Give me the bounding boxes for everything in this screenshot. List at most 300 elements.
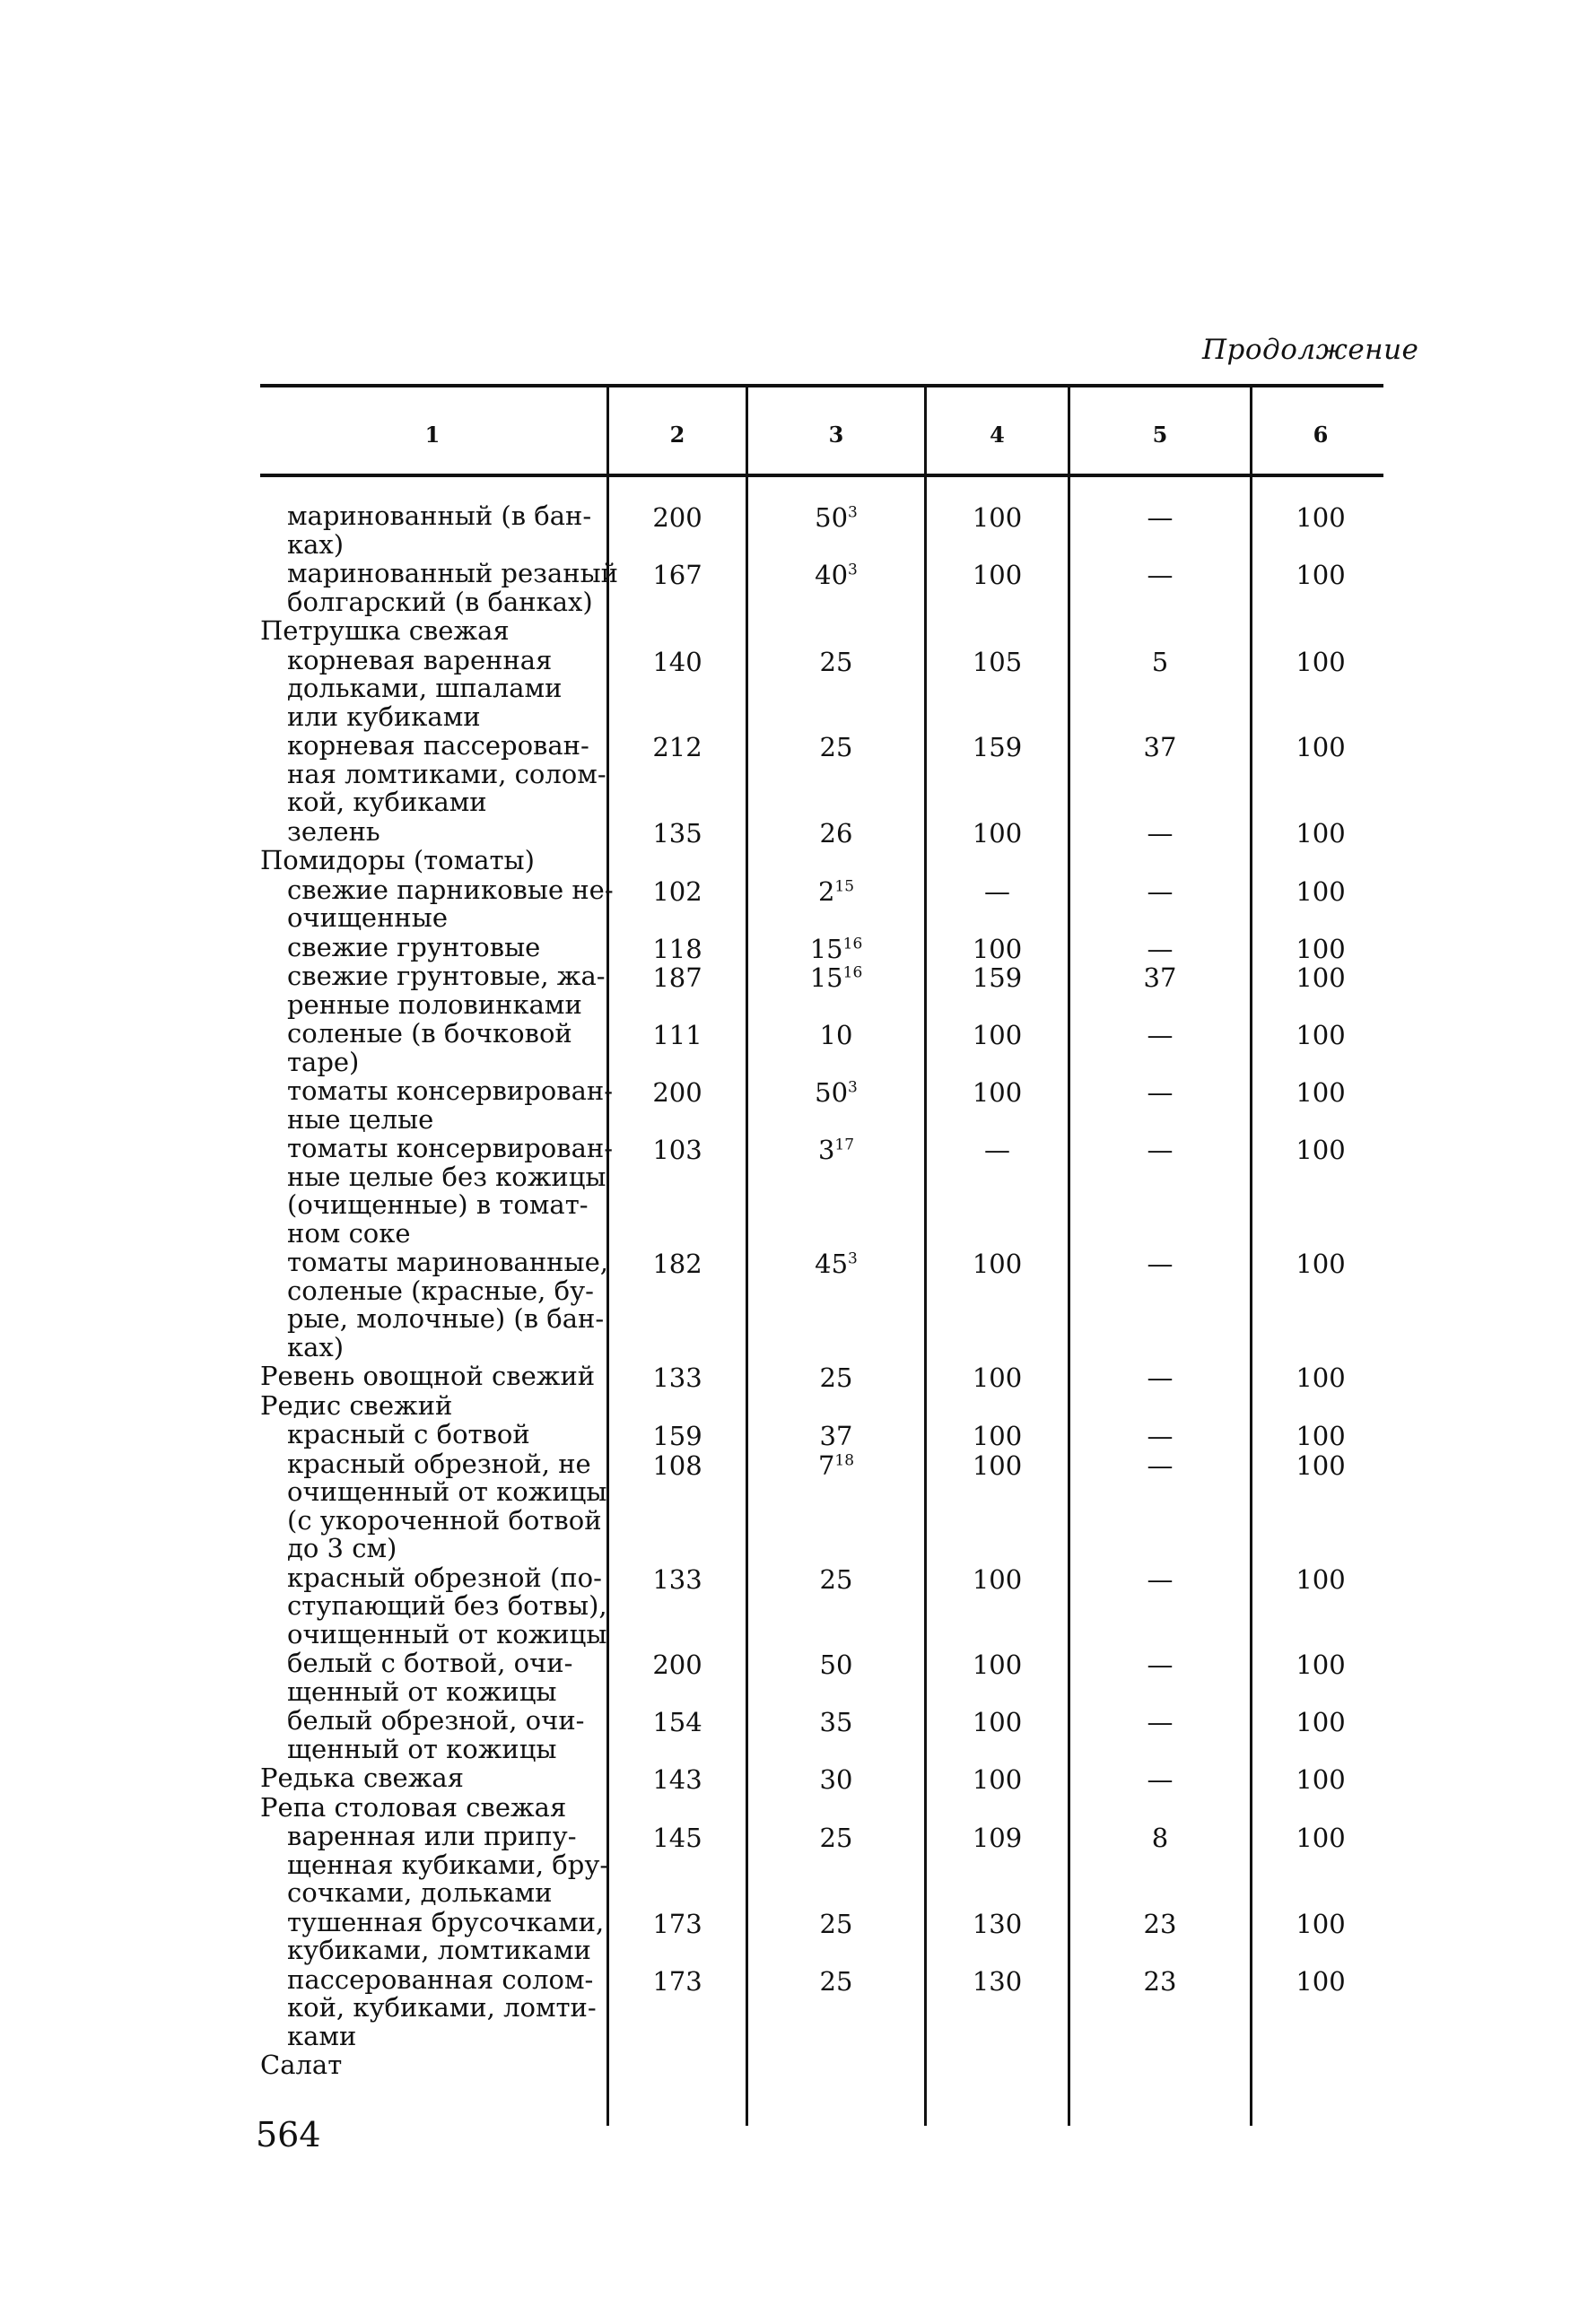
cell-value: 40 <box>815 560 849 590</box>
row-label-line: Редька свежая <box>260 1763 464 1793</box>
cell-value: 100 <box>972 1649 1023 1680</box>
column-header-4: 4 <box>990 422 1005 448</box>
cell-col-2 <box>610 817 745 849</box>
cell-col-3 <box>749 964 923 993</box>
cell-col-6 <box>1253 504 1388 533</box>
cell-value: 7 <box>817 1449 835 1481</box>
cell-value: 159 <box>972 732 1023 762</box>
cell-value: 100 <box>1296 1707 1346 1737</box>
cell-value: 15 <box>809 933 843 964</box>
cell-value: 100 <box>972 1421 1023 1451</box>
row-label-line: маринованный (в бан- <box>287 500 592 531</box>
cell-value: 37 <box>1143 962 1177 993</box>
header-bottom-rule <box>260 474 1383 477</box>
row-label-line: до 3 см) <box>287 1533 397 1563</box>
cell-value: 37 <box>1143 732 1177 762</box>
row-label <box>287 502 591 559</box>
cell-col-4 <box>928 648 1067 677</box>
row-label-line: Ревень овощной свежий <box>260 1361 596 1391</box>
cell-col-2 <box>610 1449 745 1481</box>
row-label-line: красный обрезной, не <box>287 1448 591 1479</box>
row-label-line: рые, молочные) (в бан- <box>287 1303 605 1334</box>
row-label <box>287 644 563 732</box>
cell-col-4 <box>928 561 1067 590</box>
cell-col-6 <box>1253 1022 1388 1050</box>
cell-col-5 <box>1071 875 1249 907</box>
row-label-line: ками <box>287 2020 357 2051</box>
cell-col-4 <box>928 1965 1067 1997</box>
footnote-ref: 3 <box>848 1078 858 1097</box>
cell-col-4 <box>928 1709 1067 1737</box>
cell-value: 100 <box>1296 817 1346 849</box>
column-divider-4 <box>1068 384 1070 2126</box>
cell-value: 173 <box>652 1965 702 1997</box>
column-header-6: 6 <box>1313 422 1329 448</box>
cell-col-6 <box>1253 1824 1388 1853</box>
cell-col-6 <box>1253 1908 1388 1939</box>
row-label-line: (с укороченной ботвой <box>287 1504 602 1536</box>
cell-value: 100 <box>1296 1020 1346 1050</box>
cell-col-6 <box>1253 1079 1388 1108</box>
row-label-line: соленые (красные, бу- <box>287 1275 594 1306</box>
cell-col-6 <box>1253 1423 1388 1451</box>
cell-col-5 <box>1071 933 1249 964</box>
cell-value: 130 <box>972 1908 1023 1939</box>
cell-col-6 <box>1253 817 1388 849</box>
column-header-5: 5 <box>1152 422 1168 448</box>
cell-value: 118 <box>652 933 702 964</box>
row-label-line: Петрушка свежая <box>260 615 510 646</box>
cell-value: 159 <box>972 962 1023 993</box>
cell-value: 173 <box>652 1908 702 1939</box>
cell-col-2 <box>610 1250 745 1279</box>
cell-value: 100 <box>1296 875 1346 907</box>
cell-col-4 <box>928 1563 1067 1595</box>
cell-value: 100 <box>1296 502 1346 533</box>
cell-col-4 <box>928 734 1067 762</box>
cell-value: — <box>984 1135 1010 1165</box>
cell-value: 100 <box>1296 1421 1346 1451</box>
cell-col-2 <box>610 504 745 533</box>
cell-col-2 <box>610 734 745 762</box>
cell-value: 100 <box>972 1707 1023 1737</box>
cell-col-4 <box>928 1824 1067 1853</box>
row-label <box>260 617 510 646</box>
row-label <box>260 1791 567 1823</box>
row-label-line: Салат <box>260 2050 343 2080</box>
cell-col-4 <box>928 875 1067 907</box>
row-label-line: томаты маринованные, <box>287 1247 608 1277</box>
row-label <box>287 962 606 1019</box>
cell-value: 103 <box>652 1135 702 1165</box>
row-label-line: корневая пассерован- <box>287 730 589 761</box>
cell-col-3 <box>749 1651 923 1680</box>
cell-value: 108 <box>652 1449 702 1481</box>
cell-value: — <box>1147 1249 1174 1279</box>
continuation-caption: Продолжение <box>1202 334 1419 366</box>
cell-col-4 <box>928 933 1067 964</box>
cell-col-5 <box>1071 1563 1249 1595</box>
row-label-line: томаты консервирован- <box>287 1133 613 1163</box>
row-label-line: белый с ботвой, очи- <box>287 1648 573 1678</box>
column-divider-3 <box>924 384 927 2126</box>
cell-col-3 <box>749 1709 923 1737</box>
cell-value: 25 <box>819 1965 853 1997</box>
cell-col-5 <box>1071 1364 1249 1393</box>
row-label-line: зелень <box>287 815 380 847</box>
cell-value: 100 <box>1296 1249 1346 1279</box>
row-label <box>287 1823 608 1908</box>
footnote-ref: 16 <box>842 963 863 982</box>
cell-value: 25 <box>819 1908 853 1939</box>
cell-value: 111 <box>652 1020 702 1050</box>
cell-col-4 <box>928 1022 1067 1050</box>
cell-value: 200 <box>652 1077 702 1108</box>
cell-value: 15 <box>809 962 843 993</box>
row-label-line: дольками, шпалами <box>287 673 563 703</box>
cell-col-4 <box>928 1136 1067 1165</box>
cell-col-5 <box>1071 504 1249 533</box>
cell-value: 23 <box>1143 1965 1177 1997</box>
row-label-line: очищенный от кожицы <box>287 1476 607 1507</box>
cell-value: 200 <box>652 1649 702 1680</box>
cell-col-3 <box>749 1136 923 1165</box>
cell-value: 187 <box>652 962 702 993</box>
cell-value: 100 <box>972 1362 1023 1393</box>
cell-value: 25 <box>819 732 853 762</box>
cell-value: 100 <box>1296 1908 1346 1939</box>
row-label-line: кубиками, ломтиками <box>287 1935 591 1965</box>
cell-col-6 <box>1253 734 1388 762</box>
cell-value: — <box>1147 1077 1174 1108</box>
cell-value: 26 <box>819 817 853 849</box>
row-label <box>287 1020 572 1076</box>
cell-value: 100 <box>972 1249 1023 1279</box>
row-label <box>287 931 541 962</box>
cell-col-3 <box>749 933 923 964</box>
cell-value: 130 <box>972 1965 1023 1997</box>
row-label-line: (очищенные) в томат- <box>287 1189 589 1220</box>
cell-col-3 <box>749 1824 923 1853</box>
row-label <box>287 1077 613 1134</box>
cell-value: 140 <box>652 646 702 677</box>
cell-value: — <box>1147 1020 1174 1050</box>
cell-col-2 <box>610 561 745 590</box>
cell-value: 100 <box>1296 1649 1346 1680</box>
footnote-ref: 3 <box>848 561 858 579</box>
cell-col-3 <box>749 1965 923 1997</box>
cell-col-6 <box>1253 1563 1388 1595</box>
cell-col-6 <box>1253 1965 1388 1997</box>
cell-value: 135 <box>652 817 702 849</box>
cell-value: — <box>1147 1135 1174 1165</box>
row-label-line: щенный от кожицы <box>287 1733 557 1764</box>
row-label-line: свежие грунтовые <box>287 931 541 962</box>
row-label-line: пассерованная солом- <box>287 1963 594 1995</box>
cell-value: — <box>1147 817 1174 849</box>
cell-col-3 <box>749 1423 923 1451</box>
row-label-line: ном соке <box>287 1217 411 1249</box>
cell-value: 100 <box>972 1764 1023 1795</box>
cell-value: — <box>1147 933 1174 964</box>
cell-col-2 <box>610 1709 745 1737</box>
cell-col-2 <box>610 1766 745 1795</box>
cell-value: 3 <box>817 1135 835 1165</box>
cell-value: 30 <box>819 1764 853 1795</box>
row-label-line: болгарский (в банках) <box>287 586 593 617</box>
footnote-ref: 18 <box>834 1450 855 1469</box>
row-label <box>260 847 535 875</box>
cell-value: — <box>1147 1764 1174 1795</box>
cell-value: — <box>1147 1649 1174 1680</box>
cell-value: 25 <box>819 1823 853 1853</box>
cell-col-5 <box>1071 1022 1249 1050</box>
row-label-line: красный с ботвой <box>287 1419 530 1449</box>
row-label-line: ступающий без ботвы), <box>287 1590 607 1621</box>
cell-col-4 <box>928 964 1067 993</box>
cell-col-3 <box>749 1908 923 1939</box>
row-label-line: ная ломтиками, солом- <box>287 758 606 789</box>
table-top-rule <box>260 384 1383 387</box>
cell-col-4 <box>928 1079 1067 1108</box>
cell-value: 100 <box>1296 732 1346 762</box>
cell-col-3 <box>749 817 923 849</box>
row-label-line: щенная кубиками, бру- <box>287 1849 609 1880</box>
cell-col-2 <box>610 1022 745 1050</box>
row-label-line: ренные половинками <box>287 988 582 1020</box>
cell-col-2 <box>610 1965 745 1997</box>
row-label <box>260 2051 342 2080</box>
cell-col-2 <box>610 1824 745 1853</box>
row-label-line: Репа столовая свежая <box>260 1791 567 1823</box>
cell-col-6 <box>1253 1651 1388 1680</box>
column-divider-2 <box>746 384 748 2126</box>
cell-col-5 <box>1071 817 1249 849</box>
cell-value: 23 <box>1143 1908 1177 1939</box>
cell-col-5 <box>1071 561 1249 590</box>
row-label-line: маринованный резаный <box>287 558 618 588</box>
row-label-line: варенная или припу- <box>287 1821 577 1851</box>
cell-col-3 <box>749 1250 923 1279</box>
row-label <box>287 1649 572 1706</box>
row-label <box>287 560 618 616</box>
row-label-line: ках) <box>287 1331 345 1362</box>
column-header-2: 2 <box>669 422 685 448</box>
row-label <box>287 1906 605 1965</box>
cell-col-3 <box>749 1364 923 1393</box>
row-label-line: кой, кубиками <box>287 787 487 817</box>
row-label-line: таре) <box>287 1046 360 1077</box>
row-label <box>287 1564 607 1649</box>
cell-col-3 <box>749 648 923 677</box>
footnote-ref: 3 <box>848 503 858 522</box>
cell-value: 100 <box>972 502 1023 533</box>
footnote-ref: 3 <box>848 1249 858 1268</box>
cell-col-6 <box>1253 1709 1388 1737</box>
row-label <box>287 876 614 933</box>
cell-col-4 <box>928 1250 1067 1279</box>
row-label-line: ные целые без кожицы <box>287 1161 606 1192</box>
cell-col-2 <box>610 1079 745 1108</box>
cell-col-6 <box>1253 964 1388 993</box>
cell-col-5 <box>1071 1423 1249 1451</box>
cell-col-5 <box>1071 734 1249 762</box>
cell-col-5 <box>1071 1709 1249 1737</box>
row-label <box>287 1707 584 1763</box>
cell-value: 100 <box>1296 1823 1346 1853</box>
cell-value: 212 <box>652 732 702 762</box>
cell-col-6 <box>1253 1136 1388 1165</box>
cell-col-4 <box>928 1766 1067 1795</box>
cell-col-2 <box>610 933 745 964</box>
cell-value: 133 <box>652 1362 702 1393</box>
page-number: 564 <box>256 2115 321 2154</box>
cell-col-3 <box>749 561 923 590</box>
cell-value: 200 <box>652 502 702 533</box>
cell-value: 50 <box>815 502 849 533</box>
cell-col-6 <box>1253 933 1388 964</box>
cell-col-6 <box>1253 1449 1388 1481</box>
cell-col-5 <box>1071 1136 1249 1165</box>
cell-col-4 <box>928 1651 1067 1680</box>
cell-col-3 <box>749 504 923 533</box>
cell-col-6 <box>1253 1364 1388 1393</box>
cell-value: — <box>1147 1449 1174 1481</box>
cell-value: — <box>984 875 1010 907</box>
cell-col-3 <box>749 1022 923 1050</box>
row-label-line: корневая варенная <box>287 644 553 675</box>
cell-value: 100 <box>1296 1362 1346 1393</box>
cell-value: 35 <box>819 1707 853 1737</box>
cell-value: 105 <box>972 646 1023 677</box>
cell-col-4 <box>928 504 1067 533</box>
cell-col-2 <box>610 875 745 907</box>
cell-value: 100 <box>1296 646 1346 677</box>
cell-col-6 <box>1253 1250 1388 1279</box>
cell-col-3 <box>749 875 923 907</box>
cell-col-5 <box>1071 1908 1249 1939</box>
cell-col-4 <box>928 1908 1067 1939</box>
cell-col-5 <box>1071 1250 1249 1279</box>
row-label <box>260 1362 595 1391</box>
cell-value: 50 <box>819 1649 853 1680</box>
cell-col-2 <box>610 648 745 677</box>
cell-col-6 <box>1253 648 1388 677</box>
cell-value: — <box>1147 1421 1174 1451</box>
cell-value: 50 <box>815 1077 849 1108</box>
row-label-line: Редис свежий <box>260 1389 453 1421</box>
row-label-line: Помидоры (томаты) <box>260 845 535 875</box>
column-divider-5 <box>1250 384 1252 2126</box>
cell-value: 159 <box>652 1421 702 1451</box>
cell-col-3 <box>749 1449 923 1481</box>
cell-value: 8 <box>1151 1823 1169 1853</box>
cell-value: 145 <box>652 1823 702 1853</box>
cell-value: 100 <box>1296 1563 1346 1595</box>
cell-value: 10 <box>819 1020 853 1050</box>
row-label-line: или кубиками <box>287 701 481 732</box>
cell-col-5 <box>1071 964 1249 993</box>
cell-col-4 <box>928 1423 1067 1451</box>
cell-value: 5 <box>1151 646 1169 677</box>
cell-col-2 <box>610 1651 745 1680</box>
cell-value: — <box>1147 875 1174 907</box>
cell-value: 100 <box>1296 1449 1346 1481</box>
cell-col-5 <box>1071 1965 1249 1997</box>
cell-col-2 <box>610 1364 745 1393</box>
row-label <box>287 1135 613 1248</box>
cell-value: 25 <box>819 646 853 677</box>
row-label-line: очищенные <box>287 902 448 933</box>
footnote-ref: 16 <box>842 934 863 953</box>
column-header-3: 3 <box>828 422 844 448</box>
cell-value: — <box>1147 502 1174 533</box>
cell-value: 2 <box>817 875 835 907</box>
row-label-line: щенный от кожицы <box>287 1676 557 1707</box>
cell-col-3 <box>749 734 923 762</box>
column-header-1: 1 <box>424 422 441 448</box>
row-label-line: тушенная брусочками, <box>287 1906 605 1937</box>
row-label-line: красный обрезной (по- <box>287 1562 602 1593</box>
cell-value: 100 <box>1296 560 1346 590</box>
row-label-line: свежие грунтовые, жа- <box>287 961 606 991</box>
cell-col-2 <box>610 1136 745 1165</box>
row-label <box>260 1389 453 1421</box>
cell-value: 100 <box>1296 1764 1346 1795</box>
cell-value: 100 <box>972 1020 1023 1050</box>
cell-value: 100 <box>1296 933 1346 964</box>
footnote-ref: 17 <box>834 1136 855 1154</box>
cell-col-5 <box>1071 1824 1249 1853</box>
row-label <box>287 1421 530 1449</box>
cell-col-3 <box>749 1079 923 1108</box>
row-label <box>260 1764 464 1793</box>
cell-col-5 <box>1071 1079 1249 1108</box>
cell-value: 100 <box>972 933 1023 964</box>
cell-col-6 <box>1253 1766 1388 1795</box>
row-label-line: свежие парниковые не- <box>287 874 614 905</box>
cell-value: 100 <box>972 560 1023 590</box>
cell-col-2 <box>610 1423 745 1451</box>
cell-col-6 <box>1253 875 1388 907</box>
cell-col-4 <box>928 817 1067 849</box>
cell-value: — <box>1147 1707 1174 1737</box>
row-label-line: ные целые <box>287 1103 434 1135</box>
row-label <box>287 1963 597 2051</box>
cell-value: 25 <box>819 1362 853 1393</box>
cell-col-2 <box>610 964 745 993</box>
row-label <box>287 732 606 817</box>
cell-col-2 <box>610 1908 745 1939</box>
cell-col-4 <box>928 1364 1067 1393</box>
cell-value: 109 <box>972 1823 1023 1853</box>
cell-col-5 <box>1071 648 1249 677</box>
row-label-line: белый обрезной, очи- <box>287 1705 585 1736</box>
cell-value: 182 <box>652 1249 702 1279</box>
row-label-line: кой, кубиками, ломти- <box>287 1992 597 2023</box>
cell-value: 100 <box>972 1077 1023 1108</box>
row-label-line: ках) <box>287 528 345 560</box>
cell-col-6 <box>1253 561 1388 590</box>
row-label <box>287 815 380 847</box>
cell-value: 133 <box>652 1563 702 1595</box>
cell-value: 143 <box>652 1764 702 1795</box>
cell-value: 100 <box>1296 1135 1346 1165</box>
cell-value: 100 <box>1296 1965 1346 1997</box>
cell-value: 167 <box>652 560 702 590</box>
cell-col-5 <box>1071 1449 1249 1481</box>
row-label <box>287 1450 606 1563</box>
